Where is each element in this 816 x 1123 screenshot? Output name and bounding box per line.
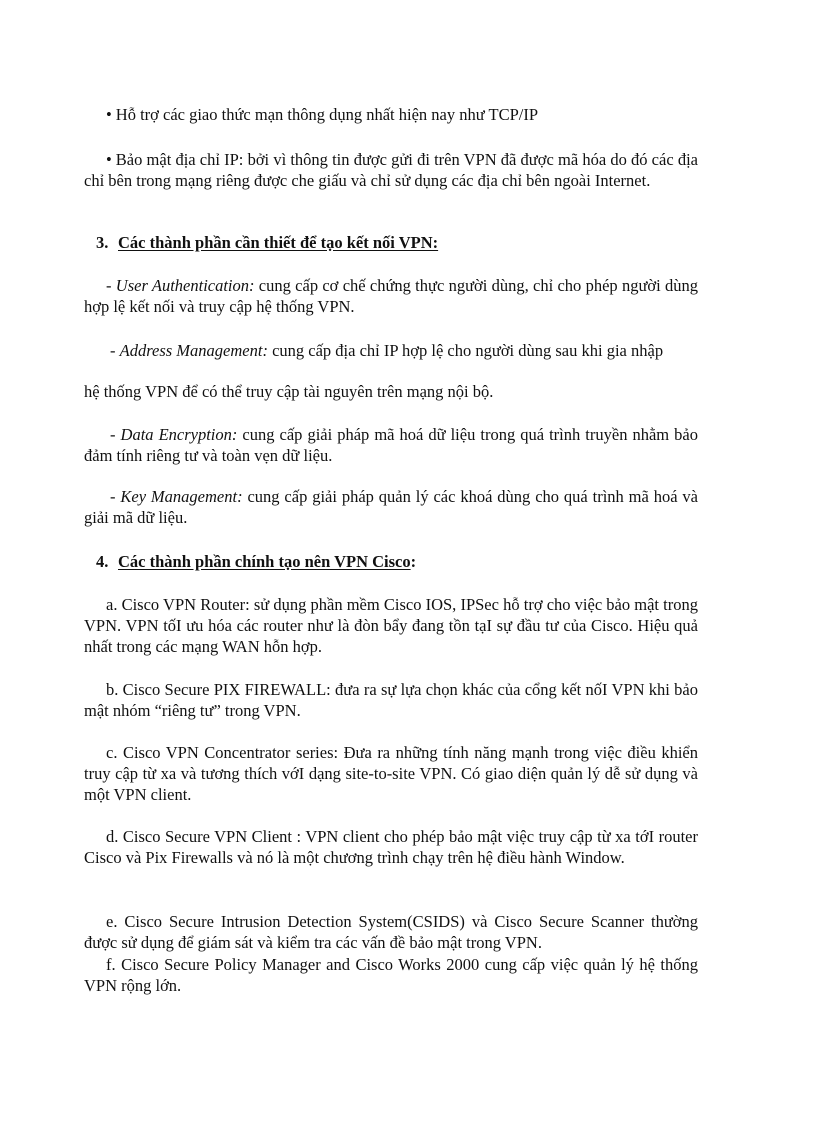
list-item: b. Cisco Secure PIX FIREWALL: đưa ra sự lựa chọn khác của cổng kết nốI VPN khi bảo mật nhóm “riêng tư” trong VPN. bbox=[84, 680, 698, 720]
list-item-continuation: hệ thống VPN để có thể truy cập tài nguyên trên mạng nội bộ. bbox=[84, 382, 494, 401]
document-page bbox=[84, 0, 698, 1123]
list-item: e. Cisco Secure Intrusion Detection System(CSIDS) và Cisco Secure Scanner thường được sử dụng để giám sát và kiểm tra các vấn đề bảo mật trong VPN. bbox=[84, 912, 698, 952]
section-title: Các thành phần chính tạo nên VPN Cisco bbox=[118, 552, 411, 571]
bullet-text: Bảo mật địa chỉ IP: bởi vì thông tin được gửi đi trên VPN đã được mã hóa do đó các địa chỉ bên trong mạng riêng được che giấu và chỉ sử dụng các địa chỉ bên ngoài Internet. bbox=[84, 150, 698, 190]
list-item: - Data Encryption: cung cấp giải pháp mã hoá dữ liệu trong quá trình truyền nhằm bảo đảm tính riêng tư và toàn vẹn dữ liệu. bbox=[84, 425, 698, 465]
item-term: Key Management: bbox=[120, 487, 243, 506]
list-item: - Address Management: cung cấp địa chỉ IP hợp lệ cho người dùng sau khi gia nhập bbox=[110, 341, 664, 360]
list-item: d. Cisco Secure VPN Client : VPN client cho phép bảo mật việc truy cập từ xa tớI router Cisco và Pix Firewalls và nó là một chương trình chạy trên hệ điều hành Window. bbox=[84, 827, 698, 867]
bullet-item bbox=[84, 104, 698, 125]
bullet-item bbox=[84, 149, 698, 191]
item-text: cung cấp cơ chế chứng thực người dùng, chỉ cho phép người dùng hợp lệ kết nối và truy cập hệ thống VPN. bbox=[84, 276, 698, 316]
item-text: cung cấp giải pháp mã hoá dữ liệu trong quá trình truyền nhằm bảo đảm tính riêng tư và toàn vẹn dữ liệu. bbox=[84, 425, 698, 465]
section-heading bbox=[84, 551, 710, 572]
item-term: User Authentication: bbox=[115, 276, 255, 295]
item-term: Data Encryption: bbox=[120, 425, 238, 444]
section-number: 4. bbox=[96, 552, 109, 571]
list-item: - User Authentication: cung cấp cơ chế chứng thực người dùng, chỉ cho phép người dùng hợp lệ kết nối và truy cập hệ thống VPN. bbox=[84, 276, 698, 316]
list-item: a. Cisco VPN Router: sử dụng phần mềm Cisco IOS, IPSec hỗ trợ cho việc bảo mật trong VPN. VPN tốI ưu hóa các router như là đòn bẩy đang tồn tạI sự đầu tư của Cisco. Hiệu quả nhất trong các mạng WAN hỗn hợp. bbox=[84, 595, 698, 656]
section-title: Các thành phần cần thiết để tạo kết nối VPN: bbox=[118, 233, 439, 252]
item-text: cung cấp địa chỉ IP hợp lệ cho người dùng sau khi gia nhập bbox=[267, 341, 664, 360]
section-number: 3. bbox=[96, 233, 109, 252]
section-heading bbox=[84, 232, 710, 253]
section-title-colon: : bbox=[410, 552, 417, 571]
list-item: c. Cisco VPN Concentrator series: Đưa ra những tính năng mạnh trong việc điều khiển truy cập từ xa và tương thích vớI dạng site-to-site VPN. Có giao diện quản lý dễ sử dụng và một VPN client. bbox=[84, 743, 698, 804]
bullet-text: Hỗ trợ các giao thức mạn thông dụng nhất hiện nay như TCP/IP bbox=[115, 105, 539, 124]
list-item: f. Cisco Secure Policy Manager and Cisco Works 2000 cung cấp việc quản lý hệ thống VPN rộng lớn. bbox=[84, 955, 698, 995]
item-term: Address Management: bbox=[119, 341, 268, 360]
item-text: cung cấp giải pháp quản lý các khoá dùng cho quá trình mã hoá và giải mã dữ liệu. bbox=[84, 487, 698, 527]
bullet-icon: • bbox=[106, 150, 112, 169]
list-item: - Key Management: cung cấp giải pháp quản lý các khoá dùng cho quá trình mã hoá và giải mã dữ liệu. bbox=[84, 487, 698, 527]
bullet-icon: • bbox=[106, 105, 112, 124]
